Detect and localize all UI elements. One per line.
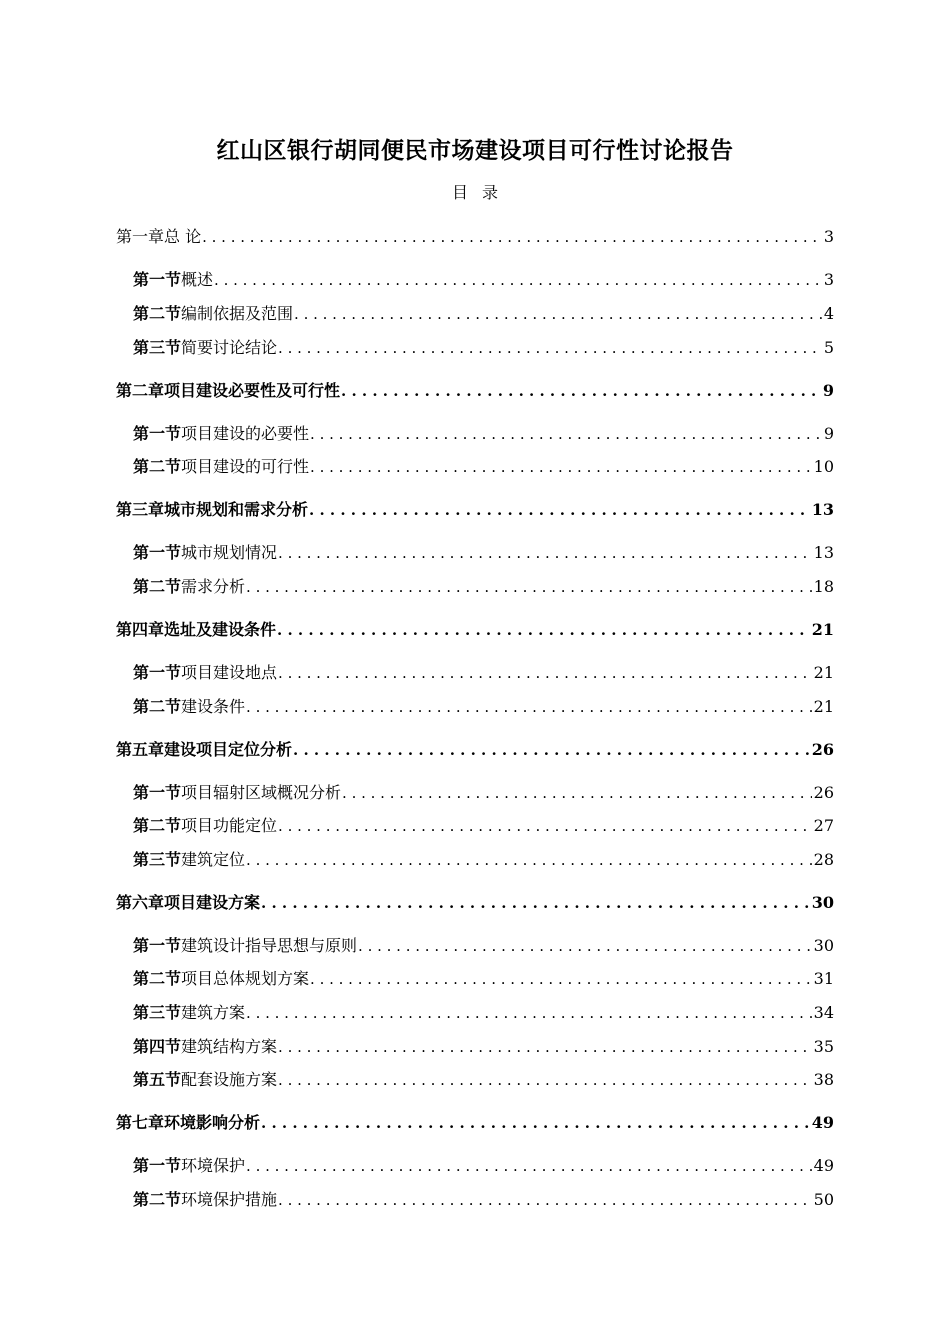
- section-title: 项目建设的可行性: [181, 457, 310, 476]
- chapter-number: 第五章: [116, 740, 165, 759]
- toc-section-entry[interactable]: [133, 781, 834, 805]
- chapter-title: 项目建设必要性及可行性: [164, 381, 341, 400]
- section-title: 项目建设地点: [181, 663, 278, 682]
- page-number: 3: [823, 270, 834, 289]
- section-title: 项目辐射区域概况分析: [181, 783, 342, 802]
- dot-leader: [277, 618, 810, 642]
- section-number: 第一节: [133, 663, 182, 682]
- page-number: 4: [823, 304, 834, 323]
- dot-leader: [342, 781, 812, 805]
- page-number: 49: [811, 1113, 834, 1132]
- dot-leader: [310, 422, 822, 446]
- page-number: 27: [813, 816, 834, 835]
- toc-chapter-entry[interactable]: [116, 1111, 834, 1135]
- toc-section-entry[interactable]: [133, 1035, 834, 1059]
- page-number: 30: [813, 936, 834, 955]
- toc-chapter-entry[interactable]: [116, 618, 834, 642]
- chapter-number: 第四章: [116, 620, 165, 639]
- section-number: 第三节: [133, 338, 182, 357]
- chapter-number: 第二章: [116, 381, 165, 400]
- section-number: 第一节: [133, 543, 182, 562]
- page-number: 26: [811, 740, 834, 759]
- toc-section-entry[interactable]: [133, 268, 834, 292]
- section-number: 第一节: [133, 424, 182, 443]
- dot-leader: [202, 225, 822, 249]
- document-title: 红山区银行胡同便民市场建设项目可行性讨论报告: [216, 138, 734, 164]
- page-number: 5: [823, 338, 834, 357]
- section-title: 概述: [181, 270, 214, 289]
- page-number: 18: [813, 577, 834, 596]
- dot-leader: [246, 1001, 812, 1025]
- toc-section-entry[interactable]: [133, 967, 834, 991]
- dot-leader: [278, 1188, 812, 1212]
- dot-leader: [246, 848, 812, 872]
- page-number: 9: [822, 381, 834, 400]
- toc-section-entry[interactable]: [133, 814, 834, 838]
- dot-leader: [261, 891, 810, 915]
- dot-leader: [278, 336, 822, 360]
- section-title: 建筑结构方案: [181, 1037, 278, 1056]
- page-number: 9: [823, 424, 834, 443]
- page-number: 21: [813, 663, 834, 682]
- toc-section-entry[interactable]: [133, 848, 834, 872]
- dot-leader: [278, 814, 812, 838]
- toc-section-entry[interactable]: [133, 422, 834, 446]
- section-title: 建设条件: [181, 697, 246, 716]
- toc-chapter-entry[interactable]: [116, 738, 834, 762]
- toc-section-entry[interactable]: [133, 541, 834, 565]
- page-number: 13: [811, 500, 834, 519]
- section-title: 配套设施方案: [181, 1070, 278, 1089]
- section-number: 第二节: [133, 697, 182, 716]
- toc-chapter-entry[interactable]: [116, 498, 834, 522]
- toc-section-entry[interactable]: [133, 1068, 834, 1092]
- dot-leader: [294, 302, 822, 326]
- toc-heading: 目录: [451, 183, 512, 202]
- dot-leader: [278, 661, 812, 685]
- page-number: 38: [813, 1070, 834, 1089]
- toc-chapter-entry[interactable]: [116, 891, 834, 915]
- chapter-title: 项目建设方案: [164, 893, 261, 912]
- dot-leader: [261, 1111, 810, 1135]
- chapter-number: 第一章: [116, 227, 165, 246]
- section-number: 第二节: [133, 816, 182, 835]
- page-number: 3: [823, 227, 834, 246]
- section-number: 第三节: [133, 850, 182, 869]
- page-number: 10: [813, 457, 834, 476]
- section-title: 简要讨论结论: [181, 338, 278, 357]
- section-number: 第五节: [133, 1070, 182, 1089]
- toc-section-entry[interactable]: [133, 934, 834, 958]
- chapter-title: 城市规划和需求分析: [164, 500, 309, 519]
- section-number: 第二节: [133, 577, 182, 596]
- page-number: 50: [813, 1190, 834, 1209]
- section-title: 城市规划情况: [181, 543, 278, 562]
- chapter-title: 选址及建设条件: [164, 620, 277, 639]
- section-number: 第一节: [133, 783, 182, 802]
- section-number: 第四节: [133, 1037, 182, 1056]
- section-title: 建筑定位: [181, 850, 246, 869]
- section-title: 编制依据及范围: [181, 304, 294, 323]
- section-number: 第一节: [133, 1156, 182, 1175]
- section-number: 第三节: [133, 1003, 182, 1022]
- dot-leader: [358, 934, 812, 958]
- section-number: 第二节: [133, 304, 182, 323]
- toc-section-entry[interactable]: [133, 455, 834, 479]
- section-number: 第二节: [133, 1190, 182, 1209]
- page-number: 28: [813, 850, 834, 869]
- toc-section-entry[interactable]: [133, 1001, 834, 1025]
- dot-leader: [278, 1068, 812, 1092]
- section-title: 项目总体规划方案: [181, 969, 310, 988]
- chapter-title: 环境影响分析: [164, 1113, 261, 1132]
- dot-leader: [341, 379, 821, 403]
- dot-leader: [310, 455, 812, 479]
- chapter-title: 总 论: [164, 227, 202, 246]
- chapter-number: 第三章: [116, 500, 165, 519]
- section-title: 需求分析: [181, 577, 246, 596]
- section-title: 建筑方案: [181, 1003, 246, 1022]
- page-number: 34: [813, 1003, 834, 1022]
- section-title: 建筑设计指导思想与原则: [181, 936, 358, 955]
- section-number: 第二节: [133, 457, 182, 476]
- section-number: 第一节: [133, 936, 182, 955]
- page-number: 49: [813, 1156, 834, 1175]
- chapter-number: 第七章: [116, 1113, 165, 1132]
- section-title: 项目建设的必要性: [181, 424, 310, 443]
- dot-leader: [278, 1035, 812, 1059]
- dot-leader: [246, 575, 812, 599]
- section-number: 第二节: [133, 969, 182, 988]
- page-number: 13: [813, 543, 834, 562]
- page-number: 31: [813, 969, 834, 988]
- toc-section-entry[interactable]: [133, 1154, 834, 1178]
- toc-section-entry[interactable]: [133, 695, 834, 719]
- page-number: 35: [813, 1037, 834, 1056]
- dot-leader: [246, 1154, 812, 1178]
- page-number: 30: [811, 893, 834, 912]
- dot-leader: [246, 695, 812, 719]
- toc-section-entry[interactable]: [133, 336, 834, 360]
- page-number: 21: [811, 620, 834, 639]
- toc-section-entry[interactable]: [133, 1188, 834, 1212]
- dot-leader: [310, 967, 812, 991]
- section-title: 项目功能定位: [181, 816, 278, 835]
- section-title: 环境保护: [181, 1156, 246, 1175]
- dot-leader: [278, 541, 812, 565]
- section-title: 环境保护措施: [181, 1190, 278, 1209]
- toc-section-entry[interactable]: [133, 575, 834, 599]
- dot-leader: [309, 498, 810, 522]
- toc-section-entry[interactable]: [133, 302, 834, 326]
- chapter-number: 第六章: [116, 893, 165, 912]
- toc-chapter-entry[interactable]: [116, 225, 834, 249]
- chapter-title: 建设项目定位分析: [164, 740, 293, 759]
- toc-chapter-entry[interactable]: [116, 379, 834, 403]
- toc-section-entry[interactable]: [133, 661, 834, 685]
- section-number: 第一节: [133, 270, 182, 289]
- page-number: 21: [813, 697, 834, 716]
- dot-leader: [214, 268, 822, 292]
- page-number: 26: [813, 783, 834, 802]
- dot-leader: [293, 738, 810, 762]
